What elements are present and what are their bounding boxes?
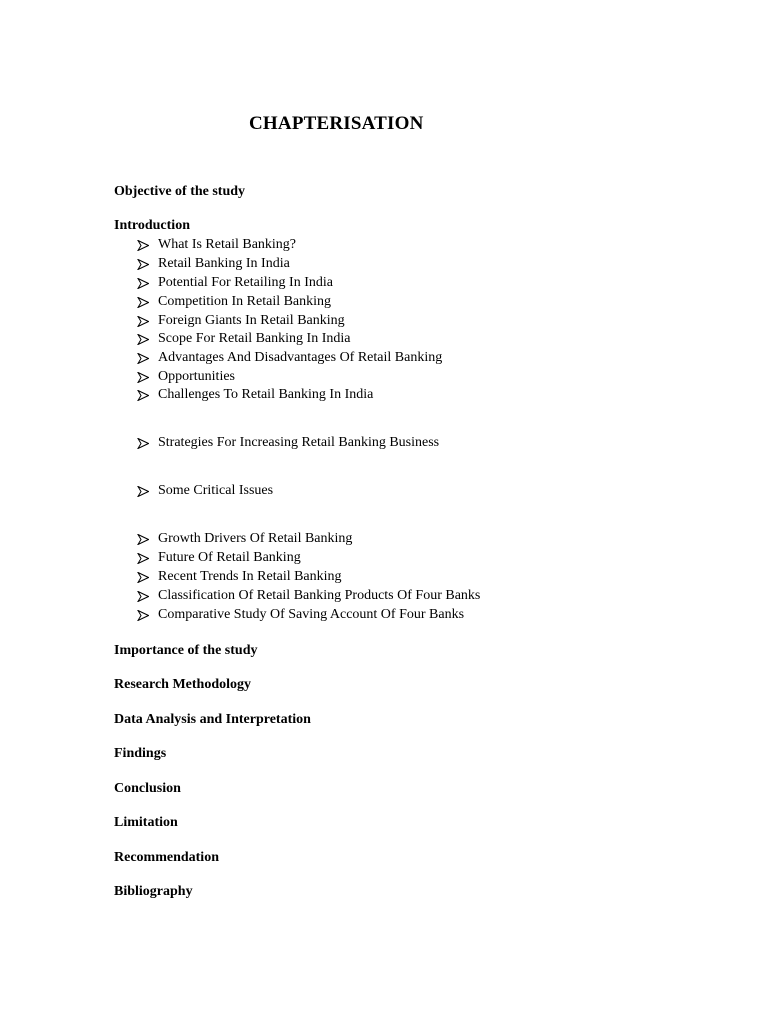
list-item bbox=[137, 569, 342, 585]
arrowhead-bullet-icon bbox=[137, 438, 149, 449]
arrowhead-bullet-icon bbox=[137, 259, 149, 270]
heading-introduction: Introduction bbox=[114, 218, 190, 233]
heading-bibliography: Bibliography bbox=[114, 884, 193, 899]
list-item-label: Challenges To Retail Banking In India bbox=[158, 387, 374, 402]
list-item bbox=[137, 350, 442, 366]
list-item bbox=[137, 331, 350, 347]
list-item-label: Retail Banking In India bbox=[158, 256, 290, 271]
list-item-label: Classification Of Retail Banking Products Of Four Banks bbox=[158, 588, 481, 603]
list-item bbox=[137, 483, 273, 499]
list-item-label: Some Critical Issues bbox=[158, 483, 274, 498]
heading-recommendation: Recommendation bbox=[114, 850, 219, 865]
list-item-label: Competition In Retail Banking bbox=[158, 294, 332, 309]
heading-importance: Importance of the study bbox=[114, 643, 258, 658]
arrowhead-bullet-icon bbox=[137, 372, 149, 383]
list-item bbox=[137, 588, 480, 604]
list-item bbox=[137, 531, 352, 547]
arrowhead-bullet-icon bbox=[137, 353, 149, 364]
arrowhead-bullet-icon bbox=[137, 334, 149, 345]
list-item bbox=[137, 435, 439, 451]
list-item-label: Opportunities bbox=[158, 369, 235, 384]
arrowhead-bullet-icon bbox=[137, 534, 149, 545]
list-item bbox=[137, 387, 373, 403]
page-title: CHAPTERISATION bbox=[249, 113, 424, 134]
list-item-label: Foreign Giants In Retail Banking bbox=[158, 313, 345, 328]
list-item bbox=[137, 369, 235, 385]
arrowhead-bullet-icon bbox=[137, 591, 149, 602]
list-item bbox=[137, 294, 331, 310]
list-item-label: Potential For Retailing In India bbox=[158, 275, 333, 290]
list-item bbox=[137, 607, 464, 623]
arrowhead-bullet-icon bbox=[137, 240, 149, 251]
list-item-label: Advantages And Disadvantages Of Retail Banking bbox=[158, 350, 443, 365]
heading-findings: Findings bbox=[114, 746, 167, 761]
heading-limitation: Limitation bbox=[114, 815, 178, 830]
arrowhead-bullet-icon bbox=[137, 572, 149, 583]
heading-conclusion: Conclusion bbox=[114, 781, 181, 796]
list-item-label: What Is Retail Banking? bbox=[158, 237, 297, 252]
list-item-label: Strategies For Increasing Retail Banking Business bbox=[158, 435, 440, 450]
heading-research-methodology: Research Methodology bbox=[114, 677, 251, 692]
list-item-label: Future Of Retail Banking bbox=[158, 550, 301, 565]
list-item bbox=[137, 313, 345, 329]
list-item-label: Growth Drivers Of Retail Banking bbox=[158, 531, 353, 546]
arrowhead-bullet-icon bbox=[137, 390, 149, 401]
arrowhead-bullet-icon bbox=[137, 553, 149, 564]
arrowhead-bullet-icon bbox=[137, 316, 149, 327]
list-item-label: Comparative Study Of Saving Account Of Four Banks bbox=[158, 607, 465, 622]
heading-data-analysis: Data Analysis and Interpretation bbox=[114, 712, 311, 727]
list-item-label: Recent Trends In Retail Banking bbox=[158, 569, 342, 584]
arrowhead-bullet-icon bbox=[137, 486, 149, 497]
list-item-label: Scope For Retail Banking In India bbox=[158, 331, 351, 346]
heading-objective: Objective of the study bbox=[114, 184, 246, 199]
arrowhead-bullet-icon bbox=[137, 610, 149, 621]
list-item bbox=[137, 275, 333, 291]
arrowhead-bullet-icon bbox=[137, 297, 149, 308]
list-item bbox=[137, 237, 296, 253]
list-item bbox=[137, 256, 290, 272]
list-item bbox=[137, 550, 301, 566]
arrowhead-bullet-icon bbox=[137, 278, 149, 289]
